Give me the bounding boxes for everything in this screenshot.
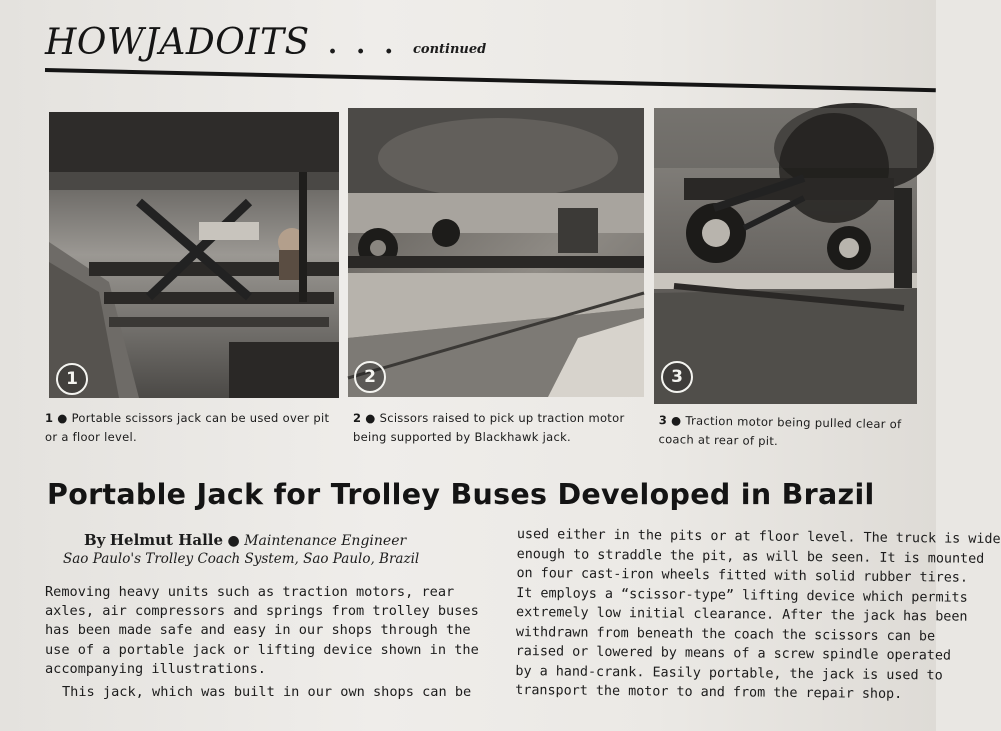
photo-3-caption [658, 411, 934, 454]
text-line: Removing heavy units such as traction motors, rear [45, 584, 455, 600]
author-role: Maintenance Engineer [244, 533, 407, 549]
byline-separator: ● [227, 533, 240, 549]
text-line: used either in the pits or at floor level. The truck is wide [516, 526, 1001, 548]
text-line: It employs a “scissor-type” lifting device which permits [516, 585, 968, 606]
text-line: has been made safe and easy in our shops through the [45, 622, 471, 639]
photo-2-scissors-raised [348, 108, 644, 397]
text-line: on four cast-iron wheels fitted with solid rubber tires. [516, 565, 969, 586]
article-headline: Portable Jack for Trolley Buses Developed in Brazil [47, 478, 875, 511]
caption-number: 3 [658, 412, 668, 428]
text-line: by a hand-crank. Easily portable, the jack is used to [515, 663, 943, 683]
text-line: withdrawn from beneath the coach the scissors can be [515, 624, 936, 644]
section-title: HOWJADOITS [45, 22, 310, 63]
caption-number: 2 [353, 411, 362, 425]
photo-number-badge: 1 [56, 363, 88, 395]
caption-text: Portable scissors jack can be used over pit or a floor level. [45, 411, 330, 444]
caption-bullet: ● [365, 411, 376, 425]
text-line: accompanying illustrations. [45, 660, 266, 677]
author-name: Helmut Halle [109, 531, 224, 549]
photo-number-badge: 2 [354, 361, 386, 393]
photo-number-badge: 3 [661, 361, 693, 393]
caption-number: 1 [45, 411, 54, 425]
photo-1-caption [45, 409, 340, 447]
article-column-2 [515, 525, 1001, 705]
text-line: transport the motor to and from the repair shop. [515, 682, 903, 703]
text-line: axles, air compressors and springs from trolley buses [45, 603, 479, 620]
photo-2-caption [353, 409, 653, 447]
text-line: enough to straddle the pit, as will be seen. It is mounted [516, 546, 985, 567]
author-affiliation: Sao Paulo's Trolley Coach System, Sao Paulo, Brazil [63, 551, 420, 567]
paragraph-1 [45, 583, 483, 679]
photo-3-image [654, 108, 917, 404]
paragraph-continued [515, 525, 1001, 705]
text-line: raised or lowered by means of a screw spindle operated [515, 643, 952, 664]
byline [84, 531, 406, 549]
text-line: extremely low initial clearance. After the jack has been [516, 604, 968, 625]
photo-2-image [348, 108, 644, 397]
continued-label: continued [413, 42, 487, 57]
photo-1-image [49, 112, 339, 398]
caption-text: Scissors raised to pick up traction motor being supported by Blackhawk jack. [353, 411, 625, 444]
article-column-1 [45, 583, 483, 702]
author-prefix: By [84, 531, 106, 549]
caption-text: Traction motor being pulled clear of coach at rear of pit. [658, 413, 902, 449]
caption-bullet: ● [57, 411, 68, 425]
paragraph-2-start: This jack, which was built in our own shops can be [62, 684, 472, 701]
caption-bullet: ● [671, 413, 682, 428]
section-title-dots: . . . [328, 30, 399, 60]
header-rule [45, 68, 936, 92]
text-line: use of a portable jack or lifting device shown in the [45, 641, 479, 658]
photo-1-scissors-jack-over-pit [49, 112, 339, 398]
photo-3-motor-pulled-clear [654, 108, 917, 404]
